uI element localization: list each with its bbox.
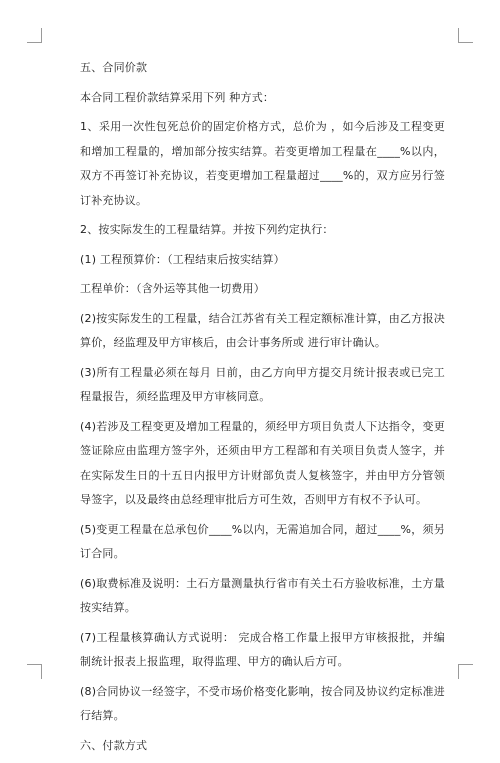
paragraph-settlement-method: 本合同工程价款结算采用下列 种方式：	[80, 90, 275, 104]
crop-mark-bottom-right	[458, 664, 473, 679]
paragraph-item-3: (3)所有工程量必须在每月 日前，由乙方向甲方提交月统计报表或已完工程量报告，须经监理及甲方审核同意。	[80, 365, 445, 403]
paragraph-item-5: (5)变更工程量在总承包价____%以内，无需追加合同，超过____%，须另订合同。	[80, 522, 445, 560]
document-body	[80, 56, 445, 763]
crop-mark-top-left	[27, 28, 42, 43]
paragraph-item-7: (7)工程量核算确认方式说明： 完成合格工作量上报甲方审核报批，并编制统计报表上报监理，取得监理、甲方的确认后方可。	[80, 630, 445, 668]
crop-mark-top-right	[458, 28, 473, 43]
paragraph-unit-price: 工程单价：（含外运等其他一切费用）	[80, 282, 265, 295]
paragraph-fixed-price: 1、采用一次性包死总价的固定价格方式，总价为 ，如今后涉及工程变更和增加工程量的，增加部分按实结算。若变更增加工程量在____%以内，双方不再签订补充协议，若变更增加工程量超过____%的，双方应另行签订补充协议。	[80, 120, 445, 207]
paragraph-actual-quantity: 2、按实际发生的工程量结算。并按下列约定执行：	[80, 223, 334, 236]
section-heading-payment: 六、付款方式	[80, 738, 148, 752]
paragraph-item-8: (8)合同协议一经签字，不受市场价格变化影响，按合同及协议约定标准进行结算。	[80, 684, 445, 722]
section-heading-contract-price: 五、合同价款	[80, 61, 148, 74]
paragraph-budget-price: (1) 工程预算价：（工程结束后按实结算）	[80, 252, 285, 266]
paragraph-item-4: (4)若涉及工程变更及增加工程量的，须经甲方项目负责人下达指令，变更签证除应由监理方签字外，还须由甲方工程部和有关项目负责人签字，并在实际发生日的十五日内报甲方计财部负责人复核签字，并由甲方分管领导签字，以及最终由总经理审批后方可生效，否则甲方有权不予认可。	[80, 419, 445, 506]
crop-mark-bottom-left	[27, 664, 42, 679]
paragraph-item-2: (2)按实际发生的工程量，结合江苏省有关工程定额标准计算，由乙方报决算价，经监理及甲方审核后，由会计事务所或 进行审计确认。	[80, 311, 445, 349]
paragraph-item-6: (6)取费标准及说明：土石方量测量执行省市有关土石方验收标准，土方量按实结算。	[80, 576, 445, 614]
